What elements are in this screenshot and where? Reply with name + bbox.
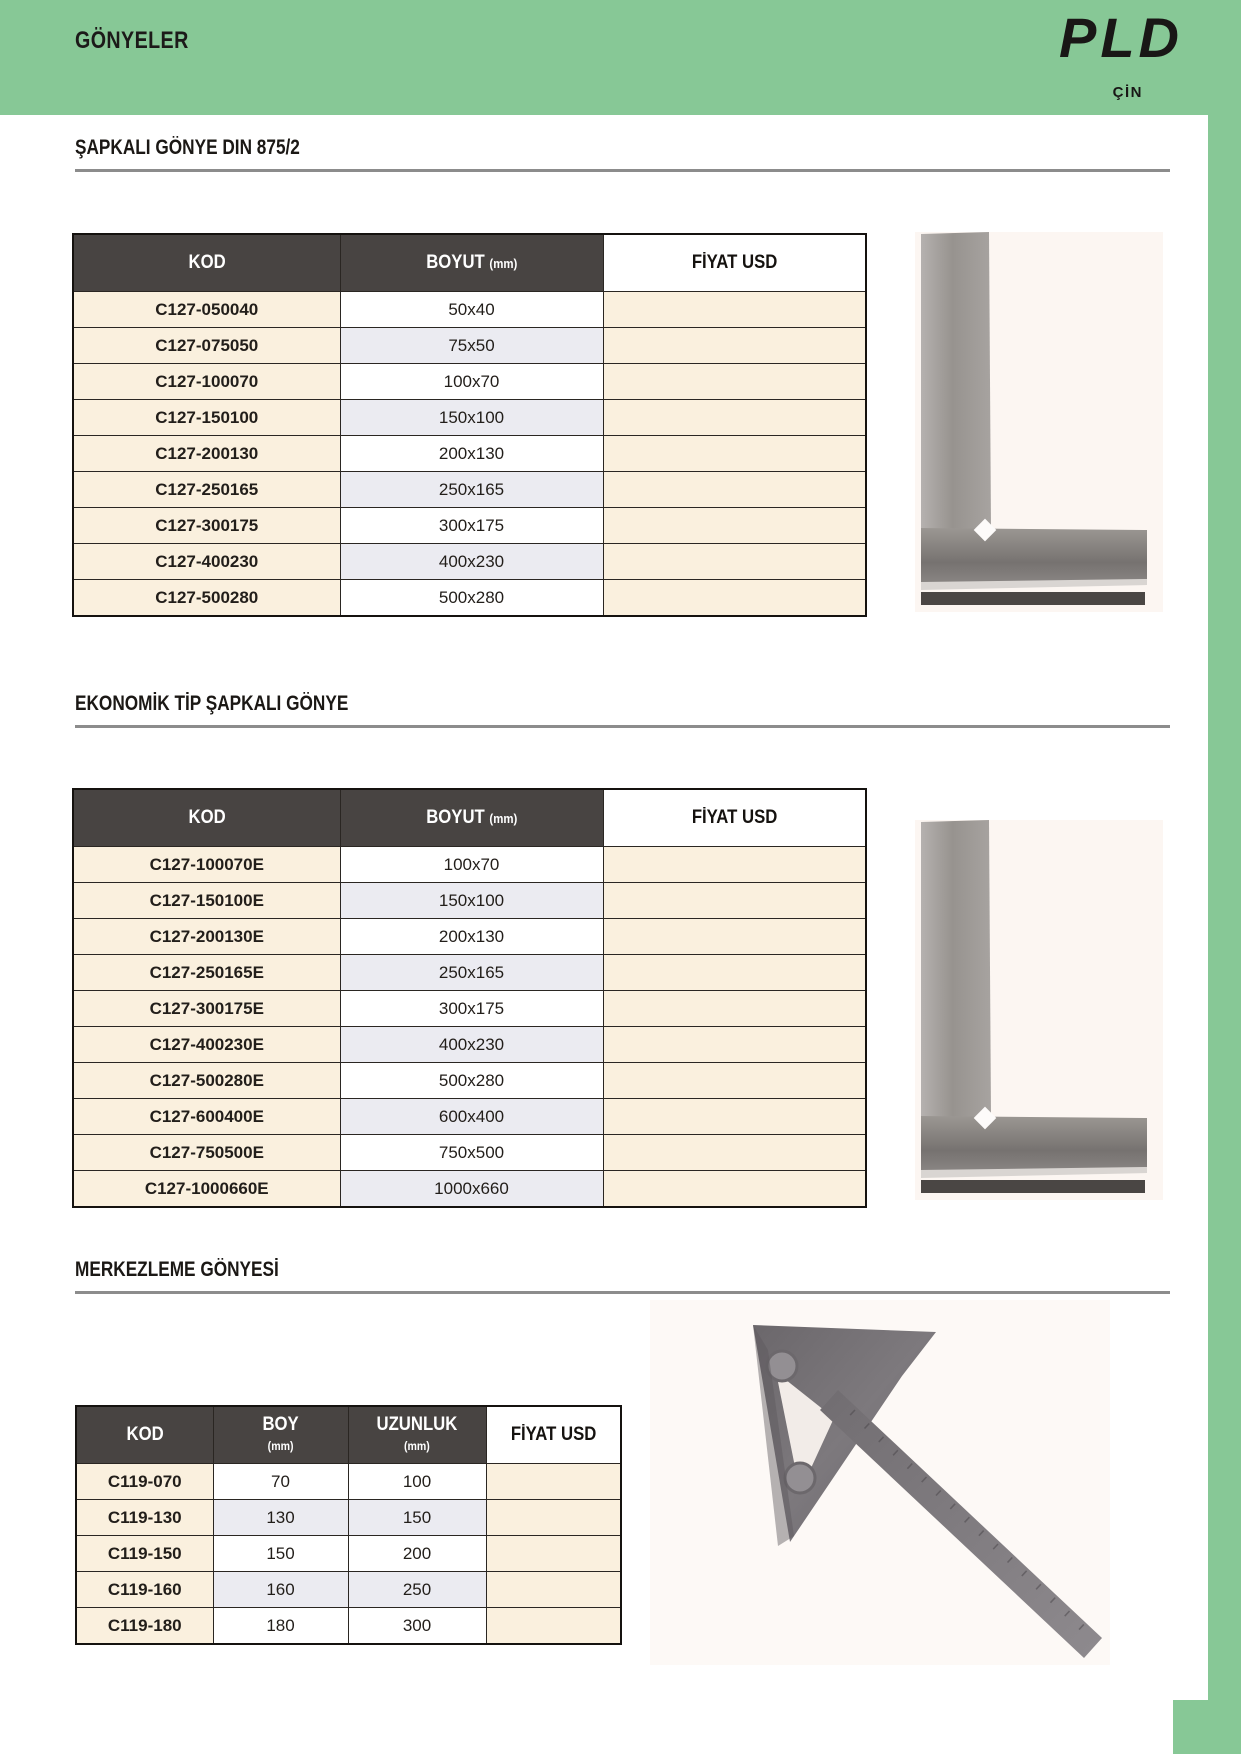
fiyat-cell bbox=[603, 1099, 866, 1135]
boyut-cell: 100x70 bbox=[340, 364, 603, 400]
ekonomik-sapkali-gonye-table bbox=[72, 788, 867, 1208]
table-row bbox=[73, 991, 866, 1027]
brand-country-text: ÇİN bbox=[1112, 84, 1143, 101]
table-row bbox=[73, 919, 866, 955]
kod-cell: C127-100070E bbox=[73, 847, 340, 883]
boyut-cell: 500x280 bbox=[340, 580, 603, 617]
brand-logo-text: PLD bbox=[1059, 6, 1183, 69]
kod-cell: C127-200130 bbox=[73, 436, 340, 472]
kod-cell: C127-200130E bbox=[73, 919, 340, 955]
boyut-cell: 150x100 bbox=[340, 883, 603, 919]
fiyat-cell bbox=[603, 544, 866, 580]
merkezleme-gonyesi-table bbox=[75, 1405, 622, 1645]
kod-cell: C127-300175E bbox=[73, 991, 340, 1027]
kod-cell: C127-400230 bbox=[73, 544, 340, 580]
kod-cell: C127-150100 bbox=[73, 400, 340, 436]
kod-cell: C127-500280 bbox=[73, 580, 340, 617]
section2-title: EKONOMİK TİP ŞAPKALI GÖNYE bbox=[75, 692, 349, 715]
boy-cell: 130 bbox=[213, 1500, 348, 1536]
fiyat-cell bbox=[486, 1536, 621, 1572]
boy-cell: 150 bbox=[213, 1536, 348, 1572]
fiyat-cell bbox=[603, 1063, 866, 1099]
uzunluk-cell: 100 bbox=[348, 1464, 486, 1500]
boyut-cell: 750x500 bbox=[340, 1135, 603, 1171]
stock-bottom-edge bbox=[921, 592, 1145, 605]
table-row bbox=[73, 472, 866, 508]
table-header-row bbox=[73, 789, 866, 847]
ruler-blade bbox=[820, 1390, 1102, 1658]
uzunluk-cell: 200 bbox=[348, 1536, 486, 1572]
uzunluk-cell: 250 bbox=[348, 1572, 486, 1608]
uzunluk-cell: 300 bbox=[348, 1608, 486, 1645]
fiyat-cell bbox=[603, 955, 866, 991]
boy-cell: 160 bbox=[213, 1572, 348, 1608]
section3-title: MERKEZLEME GÖNYESİ bbox=[75, 1258, 279, 1281]
flanged-square-illustration bbox=[915, 232, 1163, 612]
fiyat-cell bbox=[603, 328, 866, 364]
boyut-cell: 300x175 bbox=[340, 508, 603, 544]
column-header-kod: KOD bbox=[73, 234, 340, 292]
boyut-cell: 75x50 bbox=[340, 328, 603, 364]
horizontal-stock bbox=[921, 1116, 1147, 1174]
horizontal-stock bbox=[921, 528, 1147, 586]
kod-cell: C119-070 bbox=[76, 1464, 213, 1500]
column-header-fiyat: FİYAT USD bbox=[603, 789, 866, 847]
boyut-cell: 150x100 bbox=[340, 400, 603, 436]
boyut-cell: 400x230 bbox=[340, 544, 603, 580]
kod-cell: C127-075050 bbox=[73, 328, 340, 364]
boyut-cell: 50x40 bbox=[340, 292, 603, 328]
fiyat-cell bbox=[603, 472, 866, 508]
table-header-row bbox=[73, 234, 866, 292]
table-row bbox=[73, 1063, 866, 1099]
table-row bbox=[73, 1099, 866, 1135]
product-photo-flanged-square bbox=[915, 232, 1163, 612]
page-title-text: GÖNYELER bbox=[75, 27, 189, 54]
fiyat-cell bbox=[486, 1608, 621, 1645]
kod-cell: C127-750500E bbox=[73, 1135, 340, 1171]
column-header-boyut: BOYUT (mm) bbox=[340, 234, 603, 292]
fiyat-cell bbox=[603, 580, 866, 617]
boyut-cell: 500x280 bbox=[340, 1063, 603, 1099]
fiyat-cell bbox=[603, 883, 866, 919]
table-row bbox=[76, 1500, 621, 1536]
kod-cell: C127-050040 bbox=[73, 292, 340, 328]
boyut-cell: 300x175 bbox=[340, 991, 603, 1027]
stock-bottom-edge bbox=[921, 1180, 1145, 1193]
boyut-cell: 400x230 bbox=[340, 1027, 603, 1063]
kod-cell: C119-180 bbox=[76, 1608, 213, 1645]
column-header-kod: KOD bbox=[76, 1406, 213, 1464]
table-row bbox=[73, 955, 866, 991]
centering-square-illustration bbox=[650, 1300, 1110, 1665]
kod-cell: C127-250165 bbox=[73, 472, 340, 508]
table-row bbox=[76, 1608, 621, 1645]
kod-cell: C127-300175 bbox=[73, 508, 340, 544]
table-row bbox=[73, 544, 866, 580]
kod-cell: C127-250165E bbox=[73, 955, 340, 991]
table-row bbox=[73, 847, 866, 883]
table-header-row bbox=[76, 1406, 621, 1464]
bottom-right-green-block bbox=[1173, 1700, 1241, 1754]
product-photo-economy-flanged-square bbox=[915, 820, 1163, 1200]
section1-title: ŞAPKALI GÖNYE DIN 875/2 bbox=[75, 136, 300, 159]
boyut-cell: 250x165 bbox=[340, 955, 603, 991]
column-header-kod: KOD bbox=[73, 789, 340, 847]
table-row bbox=[76, 1536, 621, 1572]
flanged-square-illustration bbox=[915, 820, 1163, 1200]
product-photo-centering-square bbox=[650, 1300, 1110, 1665]
fiyat-cell bbox=[603, 400, 866, 436]
vertical-blade bbox=[921, 820, 991, 1120]
kod-cell: C119-130 bbox=[76, 1500, 213, 1536]
kod-cell: C127-400230E bbox=[73, 1027, 340, 1063]
table-row bbox=[73, 1027, 866, 1063]
table-row bbox=[73, 364, 866, 400]
kod-cell: C119-160 bbox=[76, 1572, 213, 1608]
kod-cell: C127-600400E bbox=[73, 1099, 340, 1135]
pivot-rivet-bottom bbox=[785, 1463, 815, 1493]
brand-logo bbox=[1059, 6, 1183, 69]
boyut-cell: 250x165 bbox=[340, 472, 603, 508]
section3-rule bbox=[75, 1291, 1170, 1294]
kod-cell: C127-100070 bbox=[73, 364, 340, 400]
boy-cell: 180 bbox=[213, 1608, 348, 1645]
fiyat-cell bbox=[603, 991, 866, 1027]
column-header-fiyat: FİYAT USD bbox=[486, 1406, 621, 1464]
table-row bbox=[73, 508, 866, 544]
fiyat-cell bbox=[603, 508, 866, 544]
boyut-cell: 100x70 bbox=[340, 847, 603, 883]
vertical-blade bbox=[921, 232, 991, 532]
brand-country bbox=[1113, 84, 1143, 101]
sapkali-gonye-table bbox=[72, 233, 867, 617]
table-row bbox=[73, 1171, 866, 1208]
column-header-boy: BOY (mm) bbox=[213, 1406, 348, 1464]
fiyat-cell bbox=[603, 919, 866, 955]
header-band bbox=[0, 0, 1241, 115]
uzunluk-cell: 150 bbox=[348, 1500, 486, 1536]
table-row bbox=[76, 1572, 621, 1608]
fiyat-cell bbox=[486, 1572, 621, 1608]
table-row bbox=[73, 436, 866, 472]
fiyat-cell bbox=[486, 1500, 621, 1536]
boyut-cell: 200x130 bbox=[340, 436, 603, 472]
column-header-uzunluk: UZUNLUK (mm) bbox=[348, 1406, 486, 1464]
fiyat-cell bbox=[603, 1171, 866, 1208]
page-title bbox=[75, 27, 214, 55]
boyut-cell: 600x400 bbox=[340, 1099, 603, 1135]
fiyat-cell bbox=[603, 1135, 866, 1171]
section2-rule bbox=[75, 725, 1170, 728]
fiyat-cell bbox=[603, 847, 866, 883]
fiyat-cell bbox=[603, 436, 866, 472]
fiyat-cell bbox=[603, 1027, 866, 1063]
section1-rule bbox=[75, 169, 1170, 172]
table-row bbox=[73, 328, 866, 364]
table-row bbox=[73, 1135, 866, 1171]
column-header-boyut: BOYUT (mm) bbox=[340, 789, 603, 847]
table-row bbox=[76, 1464, 621, 1500]
boyut-cell: 200x130 bbox=[340, 919, 603, 955]
table-row bbox=[73, 292, 866, 328]
kod-cell: C127-150100E bbox=[73, 883, 340, 919]
kod-cell: C119-150 bbox=[76, 1536, 213, 1572]
table-row bbox=[73, 883, 866, 919]
boyut-cell: 1000x660 bbox=[340, 1171, 603, 1208]
column-header-fiyat: FİYAT USD bbox=[603, 234, 866, 292]
table-row bbox=[73, 580, 866, 617]
fiyat-cell bbox=[486, 1464, 621, 1500]
right-green-strip bbox=[1208, 0, 1241, 1754]
kod-cell: C127-1000660E bbox=[73, 1171, 340, 1208]
kod-cell: C127-500280E bbox=[73, 1063, 340, 1099]
table-row bbox=[73, 400, 866, 436]
fiyat-cell bbox=[603, 364, 866, 400]
fiyat-cell bbox=[603, 292, 866, 328]
boy-cell: 70 bbox=[213, 1464, 348, 1500]
